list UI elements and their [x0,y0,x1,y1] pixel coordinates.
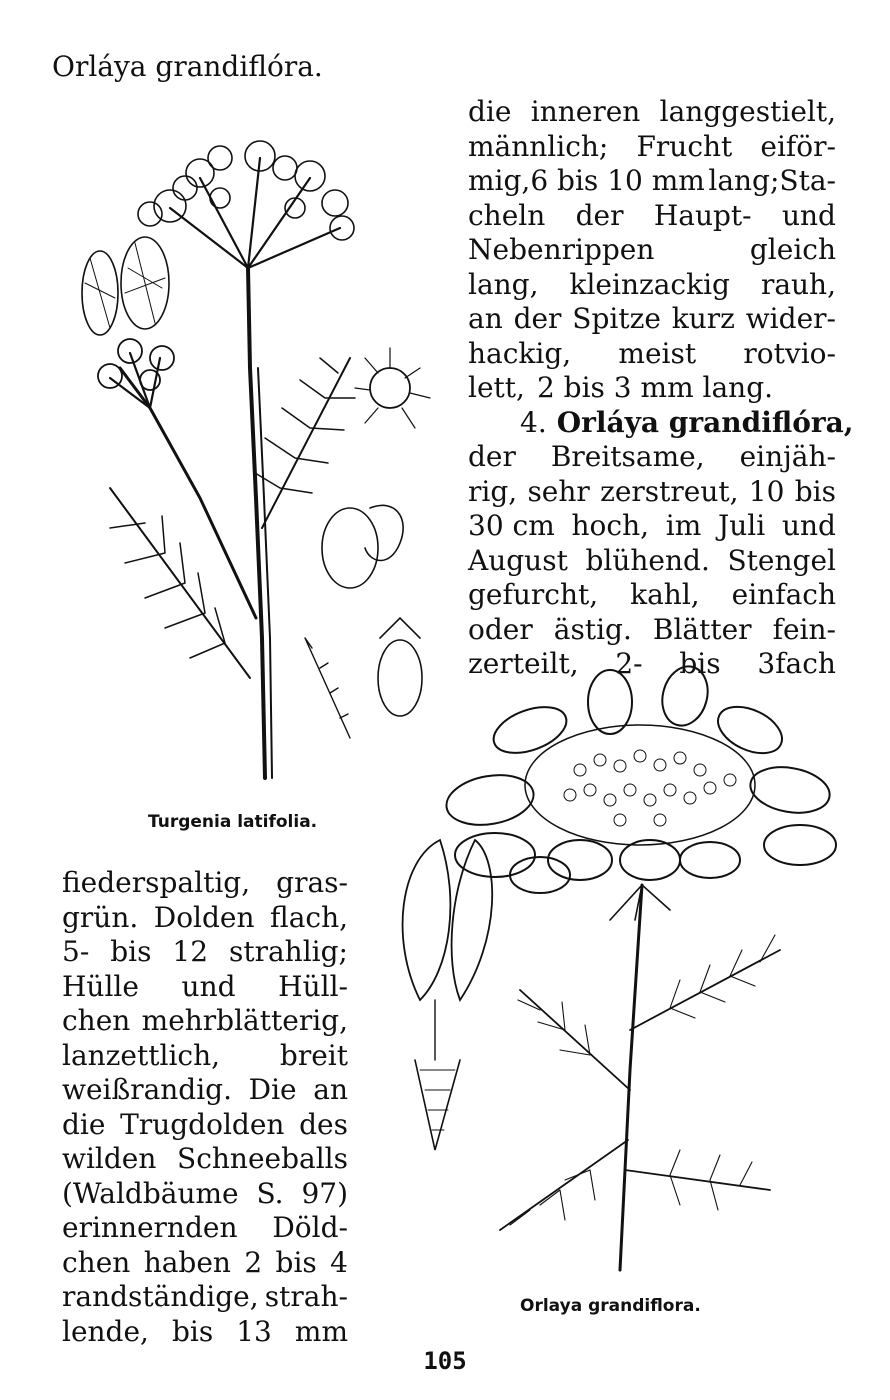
word: an [313,1073,348,1106]
word: 5- [62,935,90,968]
word: 97) [301,1176,348,1210]
word: bis [679,647,721,680]
word: und [781,198,836,232]
word: rig, [468,474,518,508]
word: 12 [172,935,209,968]
word: 4. [520,405,547,439]
text-line [62,1039,348,1074]
word: bis [275,1245,317,1279]
word: randständige, [62,1280,259,1313]
word: haben [143,1245,231,1279]
word: bis [794,474,836,508]
word: zerteilt, [468,647,579,680]
text-line [468,475,836,510]
word: männlich; [468,129,609,163]
text-column-left [62,866,348,1349]
word: wider- [745,302,836,335]
text-line [468,371,836,406]
word: bis [110,935,152,968]
word: lanzettlich, [62,1038,221,1072]
word: die [468,95,512,128]
word: Döld- [272,1211,348,1244]
word: Haupt- [653,198,752,232]
word: weißrandig. [62,1073,233,1106]
word: 2 [244,1245,263,1279]
word: zerstreut, [600,474,739,508]
word: Schneeballs [177,1142,348,1175]
running-head: Orláya grandiflóra. [52,50,323,83]
word: inneren [530,95,641,128]
word: Dolden [153,900,255,934]
word: 2 bis 3 mm lang. [536,371,774,404]
text-line [468,95,836,130]
word: 30 cm [468,509,555,542]
text-line [62,1177,348,1212]
word: 10 [748,474,785,508]
word: Die [248,1073,297,1106]
text-line [468,199,836,234]
word: lett, [468,371,525,404]
word: erinnernden [62,1211,238,1244]
word: lende, [62,1314,149,1348]
text-column-right [468,95,854,682]
word: strah- [264,1280,348,1313]
word: Hülle [62,969,139,1003]
word: flach, [270,900,348,934]
word: an [468,302,503,335]
text-line [62,935,348,970]
caption-orlaya: Orlaya grandiflora. [520,1296,701,1316]
text-line [62,1280,348,1315]
word: lang, [468,267,539,301]
text-line [468,613,836,648]
text-line [62,866,348,901]
text-line [62,1315,348,1350]
word: strahlig; [228,935,348,968]
word: einfach [731,578,836,611]
word: ästig. [553,612,632,646]
word: August [468,543,568,577]
text-line [62,1073,348,1108]
text-line [468,440,836,475]
text-line [468,233,836,268]
word: gefurcht, [468,578,599,611]
word: hackig, [468,336,572,370]
text-line [62,1004,348,1039]
word: eiför- [760,129,836,163]
text-line [468,130,836,165]
word: mm [294,1314,348,1348]
word: rotvio- [743,336,836,370]
word: und [181,969,236,1003]
word: 3fach [757,647,836,680]
word: grün. [62,900,139,934]
word: Trugdolden [120,1107,285,1141]
word: Blätter [652,612,752,646]
text-line [468,268,836,303]
word: oder [468,612,533,646]
word: der [468,440,516,473]
word: des [299,1107,348,1141]
text-line [62,970,348,1005]
word: S. [256,1176,284,1210]
word: chen [62,1004,131,1037]
word: fiederspaltig, [62,866,251,899]
word: Spitze [572,302,661,335]
word: 13 [236,1314,272,1348]
word: Nebenrippen [468,233,655,266]
word: kahl, [630,578,700,611]
word: meist [618,336,697,370]
word: Hüll- [278,969,348,1003]
text-line [468,164,836,199]
word: breit [279,1038,348,1072]
word: langgestielt, [659,95,836,128]
text-line [468,544,836,579]
word: die [62,1107,106,1141]
text-line [62,1211,348,1246]
text-line [468,302,836,337]
page-number: 105 [423,1347,467,1375]
text-line [62,901,348,936]
text-line [468,405,854,441]
word: Juli [718,509,766,542]
word: chen [62,1245,131,1279]
text-line [62,1108,348,1143]
word: (Waldbäume [62,1176,239,1210]
word: lang;Sta- [708,164,836,197]
caption-turgenia: Turgenia latifolia. [148,812,318,832]
word: 2- [615,647,643,680]
word: einjäh- [739,440,836,473]
text-line [468,337,836,372]
word: cheln [468,198,546,232]
word: im [665,509,702,542]
word: gras- [276,866,348,899]
word: blühend. [585,543,710,577]
word: und [781,509,836,542]
orlaya-illustration [380,670,860,1280]
word: bis [171,1314,214,1348]
text-line [468,578,836,613]
word: kleinzackig [569,267,730,301]
word: mehrblätterig, [141,1004,348,1037]
word: der [575,198,624,232]
word: hoch, [571,509,650,542]
word: kurz [671,302,735,335]
word: Breitsame, [550,440,705,473]
word: mig,6 bis 10 mm [468,164,705,197]
word: fein- [772,612,836,646]
text-line [62,1142,348,1177]
word: Stengel [727,543,836,577]
word: Orláya grandiflóra, [556,405,854,439]
word: wilden [62,1142,157,1175]
word: Frucht [636,129,733,163]
word: rauh, [760,267,836,301]
word: 4 [330,1245,348,1279]
word: gleich [749,233,836,266]
text-line [468,509,836,544]
word: sehr [527,474,590,508]
word: der [513,302,562,335]
text-line [62,1246,348,1281]
